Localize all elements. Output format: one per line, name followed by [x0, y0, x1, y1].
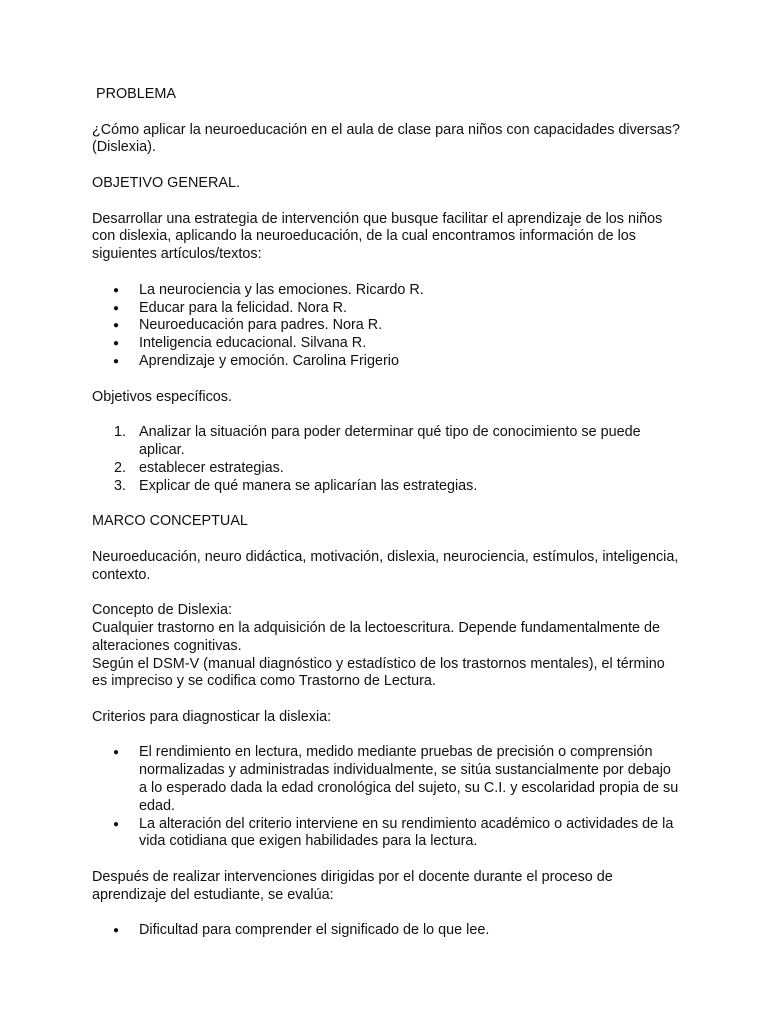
list-number: 2.	[114, 459, 127, 476]
objective-text: Desarrollar una estrategia de intervención que busque facilitar el aprendizaje de los niños con dislexia, aplicando la neuroeducación, de la cual encontramos información de los siguientes artículos/textos:	[92, 210, 663, 263]
concept-text: Según el DSM-V (manual diagnóstico y estadístico de los trastornos mentales), el término es impreciso y se codifica como Trastorno de Lectura.	[92, 655, 665, 690]
keywords-text: Neuroeducación, neuro didáctica, motivación, dislexia, neurociencia, estímulos, inteligencia, contexto.	[92, 548, 679, 583]
specific-objectives-list	[92, 424, 682, 495]
list-item-text: Explicar de qué manera se aplicarían las estrategias.	[139, 477, 478, 494]
objective-heading: OBJETIVO GENERAL.	[92, 174, 240, 191]
evaluation-list	[92, 922, 682, 940]
after-intervention-text: Después de realizar intervenciones dirigidas por el docente durante el proceso de aprendizaje del estudiante, se evalúa:	[92, 869, 613, 903]
list-item: ● Aprendizaje y emoción. Carolina Frigerio	[92, 353, 682, 371]
list-item: ● La neurociencia y las emociones. Ricardo R.	[92, 282, 682, 300]
specific-objectives-heading: Objetivos específicos.	[92, 388, 232, 405]
document-page	[92, 86, 682, 940]
sources-list	[92, 282, 682, 371]
concept-heading: Concepto de Dislexia:	[92, 602, 232, 619]
concept-text: Cualquier trastorno en la adquisición de la lectoescritura. Depende fundamentalmente de alteraciones cognitivas.	[92, 619, 660, 654]
list-item	[92, 478, 682, 496]
problem-heading: PROBLEMA	[96, 86, 176, 102]
list-item-text: establecer estrategias.	[139, 459, 284, 476]
list-item: ● Neuroeducación para padres. Nora R.	[92, 317, 682, 335]
criteria-list	[92, 744, 682, 851]
list-item: ● Educar para la felicidad. Nora R.	[92, 300, 682, 318]
research-question: ¿Cómo aplicar la neuroeducación en el aula de clase para niños con capacidades diversas? (Dislexia).	[92, 121, 680, 156]
list-item: ● El rendimiento en lectura, medido mediante pruebas de precisión o comprensión normalizadas y administradas individualmente, se sitúa sustancialmente por debajo a lo esperado dada la edad cronológica del sujeto, su C.I. y escolaridad propia de su edad.	[92, 744, 682, 815]
list-item	[92, 424, 682, 460]
criteria-heading: Criterios para diagnosticar la dislexia:	[92, 708, 332, 725]
list-item-text: Analizar la situación para poder determinar qué tipo de conocimiento se puede aplicar.	[139, 424, 641, 458]
list-item: ● Dificultad para comprender el significado de lo que lee.	[92, 922, 682, 940]
list-number: 3.	[114, 477, 127, 494]
list-item: ● La alteración del criterio interviene en su rendimiento académico o actividades de la vida cotidiana que exigen habilidades para la lectura.	[92, 816, 682, 852]
framework-heading: MARCO CONCEPTUAL	[92, 513, 248, 530]
list-item: ● Inteligencia educacional. Silvana R.	[92, 335, 682, 353]
list-item	[92, 460, 682, 478]
list-number: 1.	[114, 424, 127, 441]
